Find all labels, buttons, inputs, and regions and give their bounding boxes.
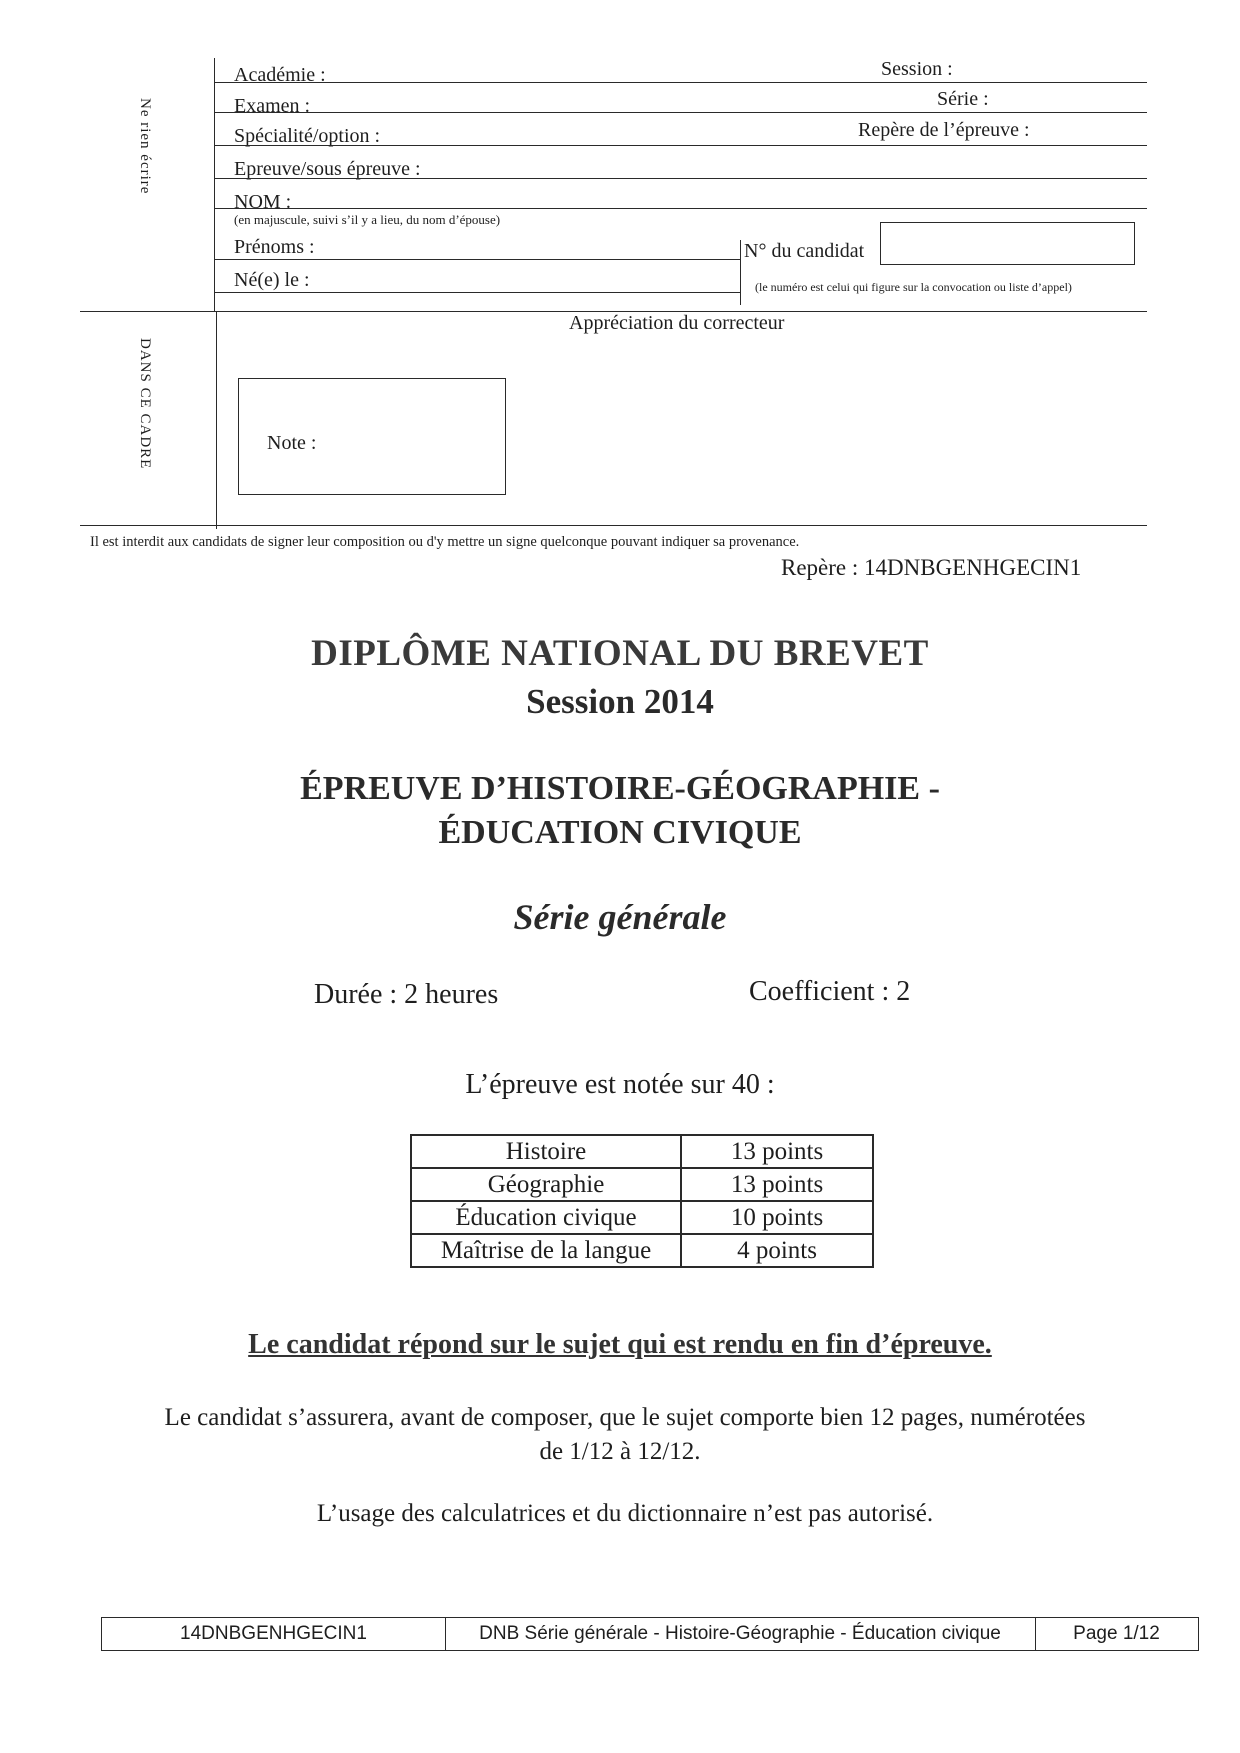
table-row: [411, 1201, 873, 1234]
table-cell-points: 13 points: [681, 1135, 873, 1168]
nom-label: NOM :: [234, 191, 292, 213]
table-row: [411, 1135, 873, 1168]
table-cell-points: 13 points: [681, 1168, 873, 1201]
side-label-bottom: DANS CE CADRE: [137, 338, 153, 470]
footer-code: 14DNBGENHGECIN1: [180, 1623, 367, 1644]
table-cell-subject: Géographie: [411, 1168, 681, 1201]
epreuve-label: Epreuve/sous épreuve :: [234, 158, 421, 180]
candidat-note: (le numéro est celui qui figure sur la convocation ou liste d’appel): [755, 280, 1072, 294]
session-label: Session :: [881, 58, 953, 80]
nom-note: (en majuscule, suivi s’il y a lieu, du nom d’épouse): [234, 212, 501, 227]
duree-text: Durée : 2 heures: [314, 979, 499, 1010]
candidat-label: N° du candidat: [744, 240, 865, 262]
epreuve-title-line1: ÉPREUVE D’HISTOIRE-GÉOGRAPHIE -: [300, 770, 940, 807]
table-row: [411, 1168, 873, 1201]
prenoms-line[interactable]: [214, 259, 740, 260]
footer-bar: [101, 1617, 1199, 1651]
appreciation-label: Appréciation du correcteur: [569, 312, 785, 334]
specialite-label: Spécialité/option :: [234, 125, 381, 147]
epreuve-title-line2: ÉDUCATION CIVIQUE: [438, 814, 802, 851]
notee-sur-text: L’épreuve est notée sur 40 :: [465, 1069, 775, 1100]
serie-title: Série générale: [513, 897, 727, 937]
ne-le-line[interactable]: [214, 292, 740, 293]
note-label: Note :: [267, 432, 317, 454]
table-cell-points: 4 points: [681, 1234, 873, 1267]
side-label-top: Ne rien écrire: [137, 98, 153, 195]
repond-instruction: Le candidat répond sur le sujet qui est rendu en fin d’épreuve.: [248, 1329, 992, 1360]
table-cell-subject: Histoire: [411, 1135, 681, 1168]
diplome-title: DIPLÔME NATIONAL DU BREVET: [311, 633, 929, 674]
prenoms-label: Prénoms :: [234, 236, 315, 258]
serie-label: Série :: [937, 88, 989, 110]
session-title: Session 2014: [526, 682, 714, 721]
repere-code: Repère : 14DNBGENHGECIN1: [781, 555, 1082, 580]
academie-line[interactable]: [214, 82, 1147, 83]
examen-line[interactable]: [214, 112, 1147, 113]
assurera-line2: de 1/12 à 12/12.: [539, 1438, 701, 1465]
candidat-separator: [740, 240, 741, 305]
candidat-number-box[interactable]: [880, 222, 1135, 265]
repere-epreuve-label: Repère de l’épreuve :: [858, 119, 1030, 141]
assurera-line1: Le candidat s’assurera, avant de composer, que le sujet comporte bien 12 pages, numérotées: [164, 1404, 1086, 1431]
header-left-border: [214, 58, 215, 311]
points-table: [410, 1134, 874, 1268]
table-cell-points: 10 points: [681, 1201, 873, 1234]
table-cell-subject: Éducation civique: [411, 1201, 681, 1234]
correcteur-bottom-border: [80, 525, 1147, 526]
examen-label: Examen :: [234, 95, 311, 117]
table-cell-subject: Maîtrise de la langue: [411, 1234, 681, 1267]
coefficient-text: Coefficient : 2: [749, 976, 911, 1007]
academie-label: Académie :: [234, 64, 326, 86]
footer-page: Page 1/12: [1073, 1623, 1160, 1644]
specialite-line[interactable]: [214, 145, 1147, 146]
epreuve-line[interactable]: [214, 178, 1147, 179]
warning-text: Il est interdit aux candidats de signer leur composition ou d'y mettre un signe quelconque pouvant indiquer sa provenance.: [90, 534, 800, 550]
ne-le-label: Né(e) le :: [234, 269, 310, 291]
correcteur-left-border: [216, 311, 217, 529]
footer-description: DNB Série générale - Histoire-Géographie - Éducation civique: [479, 1623, 1001, 1644]
nom-line[interactable]: [214, 208, 1147, 209]
table-row: [411, 1234, 873, 1267]
usage-instruction: L’usage des calculatrices et du dictionnaire n’est pas autorisé.: [316, 1500, 934, 1527]
